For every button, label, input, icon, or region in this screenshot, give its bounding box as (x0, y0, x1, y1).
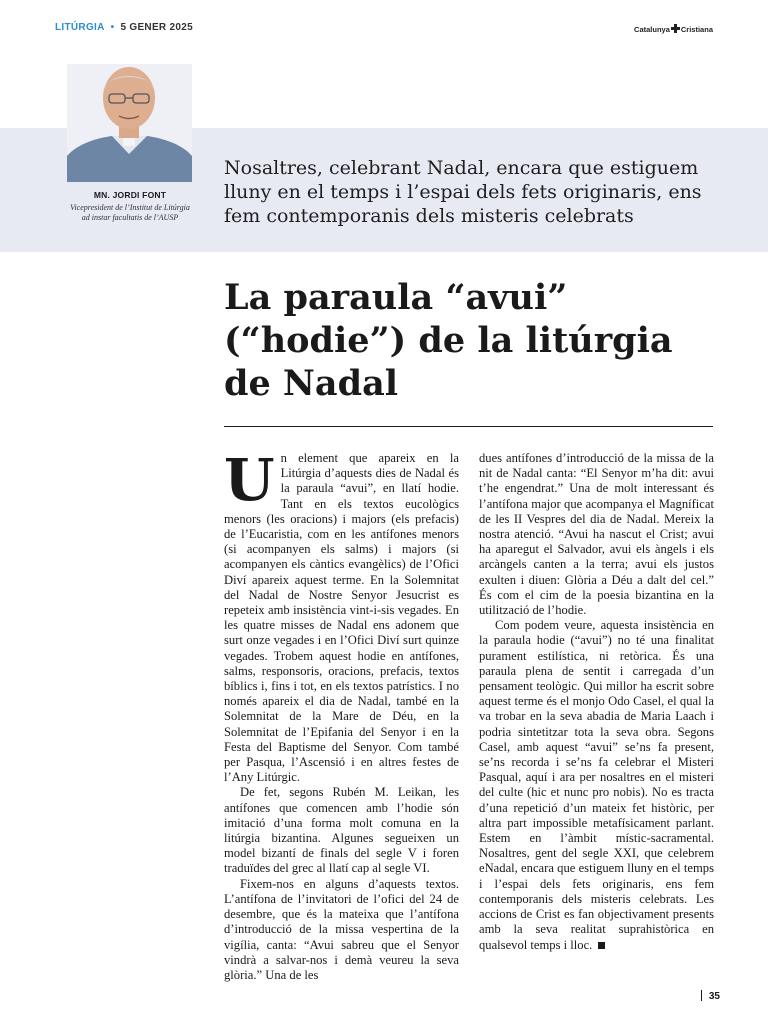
page-number-value: 35 (708, 991, 720, 1002)
page-number-divider (701, 990, 702, 1001)
end-of-article-icon (598, 942, 605, 949)
author-role-line: ad instar facultatis de l’AUSP (81, 213, 179, 222)
brand-word-left: Catalunya (634, 25, 670, 34)
cross-icon (671, 24, 680, 33)
page-header (55, 22, 715, 38)
section-name: LITÚRGIA (55, 22, 105, 33)
article-column-left (224, 446, 459, 983)
paragraph-text: Com podem veure, aquesta insistència en la paraula hodie (“avui”) no té una finalitat purament estilística, ni retòrica. És una paraula plena de sentit i carregada d’un pensament teològic. Qui millor ha escrit sobre aquest terme és el monjo Odo Casel, el qual la va trobar en la seva abadia de Maria Laach i podria sintetitzar tota la seva obra. Segons Casel, amb aquest “avui” se’ns fa present, se’ns recorda i se’ns fa celebrar el Misteri Pasqual, aquí i ara per nosaltres en el misteri del culte (hic et nunc pro nobis). No es tracta d’una repetició d’un mateix fet històric, per altra part impossible metafísicament parlant. Estem en l’àmbit místic-sacramental. Nosaltres, gent del segle XXI, que celebrem eNadal, encara que estiguem lluny en el temps i l’espai dels fets originaris, ens fem contemporanis dels misteris celebrats. Les accions de Crist es fan objectivament presents amb la seva realitat suprahistòrica en qualsevol temps i lloc. (479, 618, 714, 952)
article-title: La paraula “avui” (“hodie”) de la litúrgia de Nadal (224, 277, 673, 404)
brand-logo (634, 24, 713, 34)
article-column-right (479, 451, 714, 953)
author-name: MN. JORDI FONT (93, 190, 167, 200)
issue-date: 5 GENER 2025 (120, 22, 193, 33)
title-divider (224, 426, 713, 427)
author-role (40, 203, 220, 223)
pull-quote: Nosaltres, celebrant Nadal, encara que estiguem lluny en el temps i l’espai dels fets originaris, ens fem contemporanis dels misteris celebrats (224, 157, 702, 227)
page-number (701, 990, 720, 1002)
brand-word-right: Cristiana (680, 25, 713, 34)
author-byline (40, 190, 220, 223)
drop-cap: U (224, 446, 275, 514)
article-paragraph (224, 446, 459, 785)
section-label (55, 22, 193, 33)
paragraph-text: n element que apareix en la Litúrgia d’aquests dies de Nadal és la paraula “avui”, en llatí hodie. Tant en els textos eucològics menors (les oracions) i majors (els prefacis) de l’Eucaristia, com en les antífones menors (si acompanyen els salms) i majors (si acompanyen els càntics evangèlics) de l’Ofici Diví apareix aquest terme. En la Solemnitat del Nadal de Nostre Senyor Jesucrist es repeteix amb insistència vint-i-sis vegades. En les quatre misses de Nadal ens adonem que surt onze vegades i en l’Ofici Diví surt quinze vegades. Trobem aquest hodie en antífones, salms, responsoris, oracions, prefacis, textos bíblics i, fins i tot, en els textos patrístics. I no només apareix el dia de Nadal, també en la Solemnitat de la Mare de Déu, en la Solemnitat de l’Epifania del Senyor i en la Festa del Baptisme del Senyor. Com també per Pasqua, l’Ascensió i en altres festes de l’Any Litúrgic. (224, 451, 459, 785)
article-paragraph (479, 618, 714, 952)
article-paragraph: Fixem-nos en alguns d’aquests textos. L’antífona de l’invitatori de l’ofici del 24 de desembre, que és la mateixa que l’antífona d’introducció de la missa vespertina de la vigília, canta: “Avui sabreu que el Senyor vindrà a salvar-nos i demà veureu la seva glòria.” Una de les (224, 876, 459, 982)
article-paragraph: De fet, segons Rubén M. Leikan, les antífones que comencen amb l’hodie són imitació d’una forma molt comuna en la litúrgia bizantina. Algunes segueixen un model bizantí de finals del segle V i foren traduïdes del grec al llatí cap al segle VI. (224, 785, 459, 876)
article-paragraph: dues antífones d’introducció de la missa de la nit de Nadal canta: “El Senyor m’ha dit: avui t’he engendrat.” Una de molt interessant és l’antífona major que acompanya el Magníficat de les II Vespres del dia de Nadal. Mereix la nostra atenció. “Avui ha nascut el Crist; avui ha aparegut el Salvador, avui els àngels i els arcàngels canten a la terra; avui els justos exulten i diuen: Glòria a Déu a dalt del cel.” És com el cim de la poesia bizantina en la utilització de l’hodie. (479, 451, 714, 618)
author-portrait-icon (67, 64, 192, 182)
separator-dot: • (110, 22, 115, 33)
author-photo (67, 64, 192, 182)
author-role-line: Vicepresident de l’Institut de Litúrgia (70, 203, 190, 212)
